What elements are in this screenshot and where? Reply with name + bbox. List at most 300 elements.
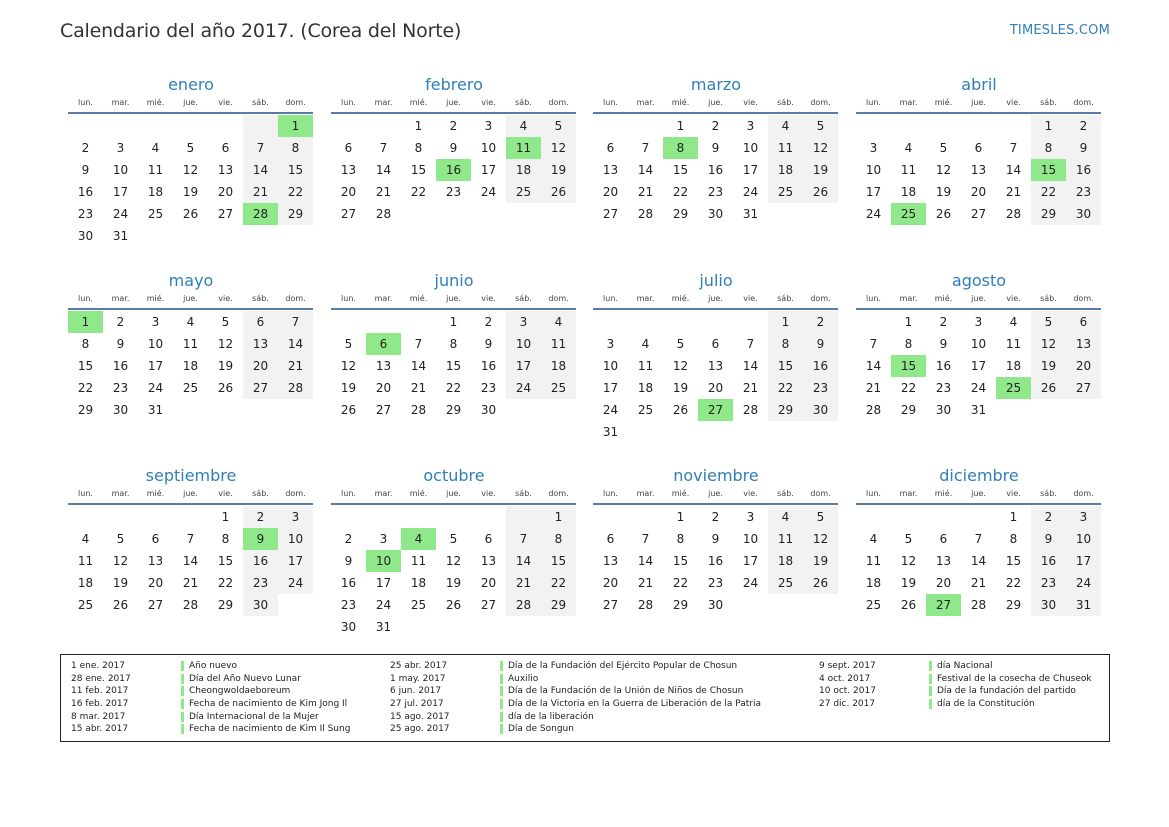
holidays-column-1 [71, 660, 350, 736]
day-cell: 15 [445, 359, 462, 373]
day-cell: 19 [803, 550, 838, 572]
days-grid [856, 506, 1102, 616]
day-cell: 11 [865, 554, 882, 568]
day-cell: 8 [676, 532, 685, 546]
empty-day-cell [366, 115, 401, 137]
day-cell: 24 [147, 381, 164, 395]
day-cell: 20 [217, 185, 234, 199]
day-cell: 15 [768, 355, 803, 377]
weekday-label: sáb. [252, 489, 269, 498]
day-cell: 25 [865, 598, 882, 612]
header-divider [68, 503, 313, 505]
holiday-date: 11 feb. 2017 [71, 686, 129, 697]
weekday-label: mar. [899, 489, 918, 498]
holiday-entry [390, 660, 761, 673]
day-cell: 25 [182, 381, 199, 395]
day-cell: 28 [410, 403, 427, 417]
day-cell: 23 [243, 572, 278, 594]
day-cell: 1 [449, 315, 458, 329]
days-grid [593, 311, 839, 443]
holiday-date: 6 jun. 2017 [390, 686, 442, 697]
empty-day-cell [436, 616, 471, 638]
day-cell: 23 [935, 381, 952, 395]
day-cell: 6 [344, 141, 353, 155]
day-cell: 11 [768, 528, 803, 550]
day-cell: 31 [147, 403, 164, 417]
day-cell: 24 [742, 185, 759, 199]
day-cell: 27 [243, 377, 278, 399]
day-cell: 10 [147, 337, 164, 351]
empty-day-cell [628, 506, 663, 528]
empty-day-cell [173, 115, 208, 137]
weekday-label: lun. [866, 98, 881, 107]
day-cell: 31 [112, 229, 129, 243]
site-brand-link[interactable]: TIMESLES.COM [1009, 23, 1110, 38]
day-cell: 21 [970, 576, 987, 590]
holiday-entry [390, 673, 761, 686]
day-cell: 29 [217, 598, 234, 612]
day-cell: 23 [1066, 181, 1101, 203]
month-septiembre [68, 466, 314, 616]
day-cell: 5 [676, 337, 685, 351]
weekday-header [68, 95, 314, 110]
holiday-date: 28 ene. 2017 [71, 673, 131, 684]
day-cell: 12 [672, 359, 689, 373]
month-diciembre [856, 466, 1102, 616]
header-divider [593, 112, 838, 114]
empty-day-cell [926, 506, 961, 528]
day-cell: 26 [1031, 377, 1066, 399]
weekday-label: mié. [146, 294, 165, 303]
day-cell: 16 [340, 576, 357, 590]
weekday-label: mar. [111, 98, 130, 107]
day-cell: 3 [484, 119, 493, 133]
day-cell: 17 [865, 185, 882, 199]
weekday-label: dom. [1073, 294, 1094, 303]
weekday-header [593, 95, 839, 110]
weekday-header [68, 486, 314, 501]
day-cell: 26 [803, 572, 838, 594]
holiday-date: 16 feb. 2017 [71, 699, 129, 710]
holiday-entry [71, 710, 350, 723]
day-cell: 9 [939, 337, 948, 351]
weekday-label: vie. [481, 98, 496, 107]
day-cell: 24 [970, 381, 987, 395]
day-cell: 5 [939, 141, 948, 155]
day-cell: 8 [221, 532, 230, 546]
holiday-entry [819, 698, 1092, 711]
day-cell: 26 [445, 598, 462, 612]
day-cell: 14 [637, 163, 654, 177]
day-cell: 28 [970, 598, 987, 612]
holiday-day-cell: 27 [926, 594, 961, 616]
empty-day-cell [961, 506, 996, 528]
day-cell: 23 [340, 598, 357, 612]
empty-day-cell [401, 203, 436, 225]
day-cell: 3 [506, 311, 541, 333]
weekday-label: mar. [636, 98, 655, 107]
day-cell: 13 [707, 359, 724, 373]
day-cell: 5 [186, 141, 195, 155]
day-cell: 11 [182, 337, 199, 351]
month-agosto [856, 271, 1102, 421]
day-cell: 19 [445, 576, 462, 590]
holiday-name: Fecha de nacimiento de Kim Il Sung [181, 724, 350, 734]
holiday-day-cell: 25 [996, 377, 1031, 399]
day-cell: 14 [970, 554, 987, 568]
day-cell: 9 [81, 163, 90, 177]
day-cell: 8 [1009, 532, 1018, 546]
day-cell: 10 [865, 163, 882, 177]
weekday-label: mié. [146, 98, 165, 107]
day-cell: 12 [182, 163, 199, 177]
day-cell: 26 [112, 598, 129, 612]
holiday-date: 25 abr. 2017 [390, 661, 448, 672]
month-enero [68, 75, 314, 247]
empty-day-cell [593, 506, 628, 528]
weekday-label: mié. [671, 98, 690, 107]
day-cell: 18 [768, 159, 803, 181]
day-cell: 14 [375, 163, 392, 177]
day-cell: 4 [541, 311, 576, 333]
weekday-label: mié. [934, 98, 953, 107]
weekday-label: vie. [481, 489, 496, 498]
day-cell: 11 [410, 554, 427, 568]
empty-day-cell [243, 225, 278, 247]
empty-day-cell [331, 506, 366, 528]
weekday-label: vie. [218, 489, 233, 498]
day-cell: 28 [742, 403, 759, 417]
empty-day-cell [471, 506, 506, 528]
holidays-list [60, 654, 1110, 742]
day-cell: 5 [221, 315, 230, 329]
day-cell: 18 [182, 359, 199, 373]
weekday-header [593, 486, 839, 501]
holiday-name: Festival de la cosecha de Chuseok [929, 674, 1092, 684]
day-cell: 17 [742, 554, 759, 568]
day-cell: 14 [410, 359, 427, 373]
weekday-label: lun. [341, 98, 356, 107]
days-grid [856, 115, 1102, 225]
day-cell: 6 [974, 141, 983, 155]
day-cell: 30 [480, 403, 497, 417]
day-cell: 12 [935, 163, 952, 177]
month-name: octubre [423, 466, 485, 485]
day-cell: 9 [449, 141, 458, 155]
day-cell: 6 [243, 311, 278, 333]
holiday-day-cell: 28 [243, 203, 278, 225]
empty-day-cell [856, 506, 891, 528]
day-cell: 19 [112, 576, 129, 590]
holiday-name: día de la liberación [500, 712, 594, 722]
day-cell: 19 [1031, 355, 1066, 377]
day-cell: 26 [803, 181, 838, 203]
day-cell: 22 [541, 572, 576, 594]
day-cell: 13 [243, 333, 278, 355]
day-cell: 14 [182, 554, 199, 568]
day-cell: 15 [672, 163, 689, 177]
day-cell: 27 [340, 207, 357, 221]
weekday-header [331, 291, 577, 306]
day-cell: 28 [278, 377, 313, 399]
day-cell: 24 [742, 576, 759, 590]
weekday-label: dom. [1073, 98, 1094, 107]
days-grid [68, 115, 314, 247]
holiday-date: 15 ago. 2017 [390, 711, 450, 722]
day-cell: 24 [112, 207, 129, 221]
header-divider [68, 112, 313, 114]
day-cell: 16 [1066, 159, 1101, 181]
day-cell: 15 [1005, 554, 1022, 568]
day-cell: 10 [742, 141, 759, 155]
day-cell: 22 [410, 185, 427, 199]
holiday-day-cell: 4 [401, 528, 436, 550]
day-cell: 14 [865, 359, 882, 373]
holiday-entry [71, 698, 350, 711]
empty-day-cell [1066, 399, 1101, 421]
header-divider [856, 112, 1101, 114]
day-cell: 2 [484, 315, 493, 329]
weekday-label: mié. [671, 489, 690, 498]
empty-day-cell [208, 225, 243, 247]
day-cell: 11 [77, 554, 94, 568]
day-cell: 18 [865, 576, 882, 590]
day-cell: 2 [1031, 506, 1066, 528]
day-cell: 3 [606, 337, 615, 351]
empty-day-cell [278, 225, 313, 247]
empty-day-cell [173, 225, 208, 247]
weekday-label: jue. [971, 98, 986, 107]
month-abril [856, 75, 1102, 225]
day-cell: 5 [803, 506, 838, 528]
empty-day-cell [768, 594, 803, 616]
weekday-label: mié. [146, 489, 165, 498]
day-cell: 20 [707, 381, 724, 395]
day-cell: 12 [217, 337, 234, 351]
day-cell: 17 [1066, 550, 1101, 572]
days-grid [68, 311, 314, 421]
weekday-label: sáb. [777, 489, 794, 498]
weekday-label: jue. [183, 98, 198, 107]
empty-day-cell [401, 311, 436, 333]
day-cell: 8 [414, 141, 423, 155]
day-cell: 29 [541, 594, 576, 616]
day-cell: 3 [278, 506, 313, 528]
empty-day-cell [593, 311, 628, 333]
empty-day-cell [733, 594, 768, 616]
day-cell: 7 [641, 532, 650, 546]
weekday-label: sáb. [252, 98, 269, 107]
holiday-name: Día Internacional de la Mujer [181, 712, 319, 722]
day-cell: 4 [506, 115, 541, 137]
day-cell: 26 [217, 381, 234, 395]
day-cell: 19 [672, 381, 689, 395]
day-cell: 5 [1031, 311, 1066, 333]
weekday-label: lun. [78, 489, 93, 498]
holiday-entry [71, 685, 350, 698]
day-cell: 15 [278, 159, 313, 181]
weekday-label: lun. [78, 98, 93, 107]
empty-day-cell [506, 203, 541, 225]
empty-day-cell [733, 421, 768, 443]
weekday-label: mié. [671, 294, 690, 303]
days-grid [68, 506, 314, 616]
weekday-label: mar. [111, 294, 130, 303]
day-cell: 22 [768, 377, 803, 399]
weekday-label: dom. [285, 489, 306, 498]
month-name: septiembre [145, 466, 237, 485]
empty-day-cell [366, 311, 401, 333]
day-cell: 26 [900, 598, 917, 612]
day-cell: 29 [1005, 598, 1022, 612]
day-cell: 23 [445, 185, 462, 199]
day-cell: 22 [445, 381, 462, 395]
month-marzo [593, 75, 839, 225]
weekday-label: mié. [409, 98, 428, 107]
day-cell: 19 [217, 359, 234, 373]
day-cell: 5 [344, 337, 353, 351]
day-cell: 4 [81, 532, 90, 546]
day-cell: 10 [742, 532, 759, 546]
day-cell: 5 [803, 115, 838, 137]
day-cell: 16 [935, 359, 952, 373]
day-cell: 18 [147, 185, 164, 199]
day-cell: 17 [742, 163, 759, 177]
month-name: junio [434, 271, 474, 290]
day-cell: 3 [1066, 506, 1101, 528]
empty-day-cell [856, 115, 891, 137]
holiday-date: 10 oct. 2017 [819, 686, 876, 697]
page-title: Calendario del año 2017. (Corea del Norte) [60, 20, 462, 42]
weekday-label: sáb. [252, 294, 269, 303]
day-cell: 19 [900, 576, 917, 590]
day-cell: 7 [869, 337, 878, 351]
weekday-label: vie. [481, 294, 496, 303]
day-cell: 26 [935, 207, 952, 221]
weekday-label: dom. [1073, 489, 1094, 498]
holiday-day-cell: 1 [68, 311, 103, 333]
day-cell: 27 [375, 403, 392, 417]
day-cell: 11 [541, 333, 576, 355]
empty-day-cell [436, 203, 471, 225]
empty-day-cell [243, 399, 278, 421]
day-cell: 21 [243, 181, 278, 203]
day-cell: 9 [344, 554, 353, 568]
day-cell: 7 [974, 532, 983, 546]
day-cell: 13 [340, 163, 357, 177]
weekday-label: sáb. [515, 294, 532, 303]
holiday-date: 8 mar. 2017 [71, 711, 126, 722]
day-cell: 30 [112, 403, 129, 417]
days-grid [856, 311, 1102, 421]
day-cell: 20 [375, 381, 392, 395]
holiday-entry [390, 685, 761, 698]
day-cell: 1 [768, 311, 803, 333]
day-cell: 1 [541, 506, 576, 528]
weekday-label: vie. [1006, 294, 1021, 303]
day-cell: 11 [637, 359, 654, 373]
empty-day-cell [278, 399, 313, 421]
day-cell: 11 [900, 163, 917, 177]
day-cell: 29 [1031, 203, 1066, 225]
weekday-label: lun. [866, 489, 881, 498]
day-cell: 16 [707, 163, 724, 177]
weekday-label: vie. [743, 294, 758, 303]
day-cell: 8 [278, 137, 313, 159]
empty-day-cell [803, 203, 838, 225]
weekday-label: mar. [899, 294, 918, 303]
month-name: febrero [425, 75, 483, 94]
day-cell: 31 [1066, 594, 1101, 616]
day-cell: 18 [900, 185, 917, 199]
holiday-name: Auxilio [500, 674, 538, 684]
weekday-label: jue. [971, 489, 986, 498]
day-cell: 6 [151, 532, 160, 546]
day-cell: 28 [637, 598, 654, 612]
day-cell: 16 [243, 550, 278, 572]
day-cell: 10 [602, 359, 619, 373]
empty-day-cell [663, 421, 698, 443]
days-grid [331, 115, 577, 225]
day-cell: 20 [1066, 355, 1101, 377]
day-cell: 31 [375, 620, 392, 634]
day-cell: 28 [637, 207, 654, 221]
empty-day-cell [138, 506, 173, 528]
empty-day-cell [208, 399, 243, 421]
day-cell: 2 [449, 119, 458, 133]
month-julio [593, 271, 839, 443]
day-cell: 30 [77, 229, 94, 243]
day-cell: 12 [803, 528, 838, 550]
day-cell: 11 [1005, 337, 1022, 351]
day-cell: 22 [217, 576, 234, 590]
day-cell: 29 [768, 399, 803, 421]
day-cell: 2 [116, 315, 125, 329]
weekday-label: dom. [548, 294, 569, 303]
day-cell: 16 [1031, 550, 1066, 572]
day-cell: 3 [974, 315, 983, 329]
month-name: mayo [168, 271, 214, 290]
day-cell: 29 [900, 403, 917, 417]
day-cell: 20 [340, 185, 357, 199]
day-cell: 20 [970, 185, 987, 199]
holiday-day-cell: 15 [891, 355, 926, 377]
day-cell: 10 [480, 141, 497, 155]
day-cell: 4 [641, 337, 650, 351]
day-cell: 13 [970, 163, 987, 177]
day-cell: 28 [375, 207, 392, 221]
weekday-label: jue. [971, 294, 986, 303]
day-cell: 22 [900, 381, 917, 395]
day-cell: 21 [1005, 185, 1022, 199]
weekday-label: dom. [285, 98, 306, 107]
weekday-label: mar. [636, 294, 655, 303]
empty-day-cell [768, 203, 803, 225]
day-cell: 31 [970, 403, 987, 417]
day-cell: 7 [746, 337, 755, 351]
day-cell: 3 [746, 510, 755, 524]
day-cell: 4 [768, 506, 803, 528]
day-cell: 21 [375, 185, 392, 199]
day-cell: 15 [672, 554, 689, 568]
day-cell: 12 [445, 554, 462, 568]
weekday-label: mar. [374, 98, 393, 107]
weekday-label: mar. [374, 294, 393, 303]
empty-day-cell [331, 115, 366, 137]
empty-day-cell [506, 506, 541, 528]
day-cell: 2 [711, 510, 720, 524]
day-cell: 19 [541, 159, 576, 181]
